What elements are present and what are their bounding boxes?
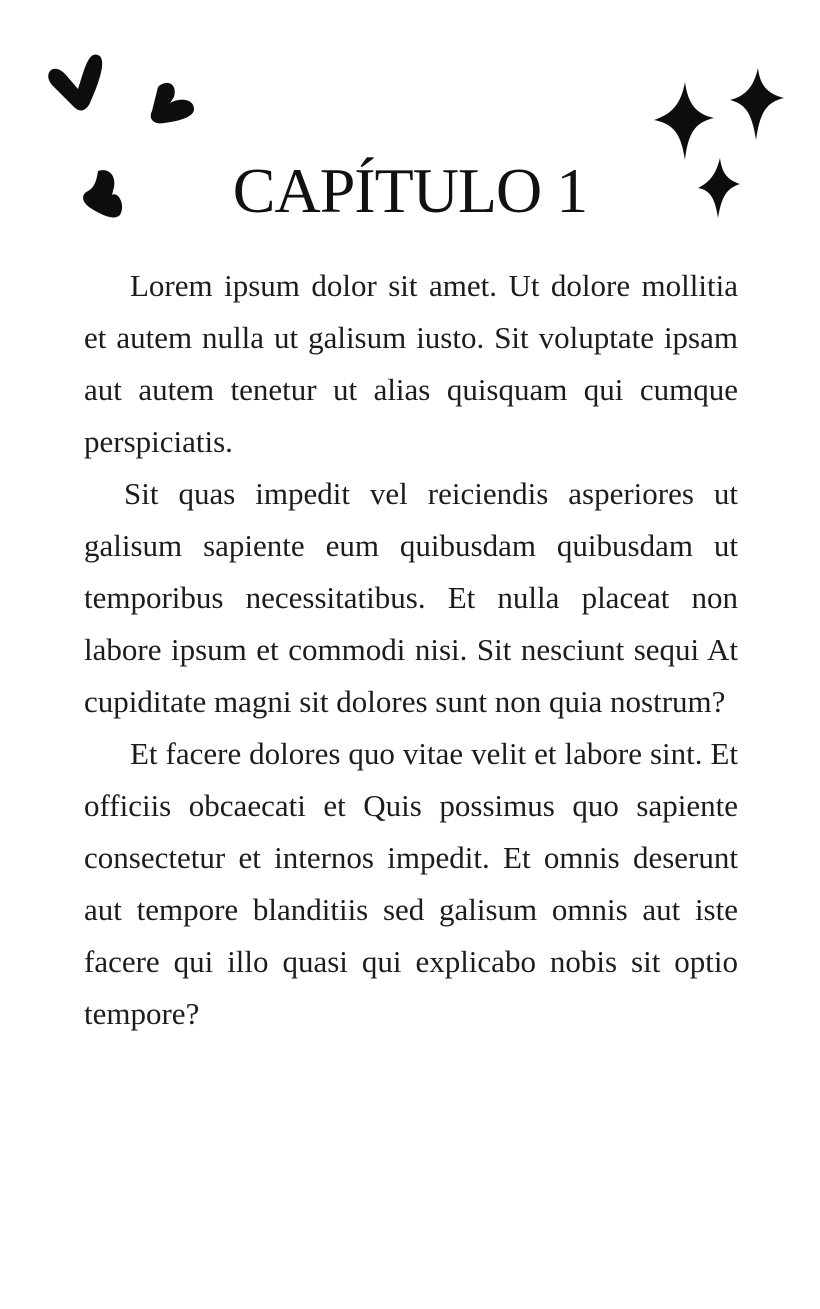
sparkle-icon bbox=[730, 68, 784, 140]
chapter-body bbox=[84, 260, 738, 1040]
paragraph-1: Lorem ipsum dolor sit amet. Ut dolore mollitia et autem nulla ut galisum iusto. Sit voluptate ipsam aut autem tenetur ut alias quisquam qui cumque perspiciatis. bbox=[84, 268, 738, 459]
chapter-title: CAPÍTULO 1 bbox=[232, 155, 588, 226]
paragraph-3: Et facere dolores quo vitae velit et labore sint. Et officiis obcaecati et Quis possimus quo sapiente consectetur et internos impedit. Et omnis deserunt aut tempore blanditiis sed galisum omnis aut iste facere qui illo quasi qui explicabo nobis sit optio tempore? bbox=[84, 736, 738, 1031]
paragraph-2: Sit quas impedit vel reiciendis asperiores ut galisum sapiente eum quibusdam quibusdam ut temporibus necessitatibus. Et nulla placeat non labore ipsum et commodi nisi. Sit nesciunt sequi At cupiditate magni sit dolores sunt non quia nostrum? bbox=[84, 476, 738, 719]
sparkle-icon bbox=[654, 82, 714, 160]
heart-icon bbox=[151, 83, 194, 123]
heart-icon bbox=[48, 54, 102, 110]
